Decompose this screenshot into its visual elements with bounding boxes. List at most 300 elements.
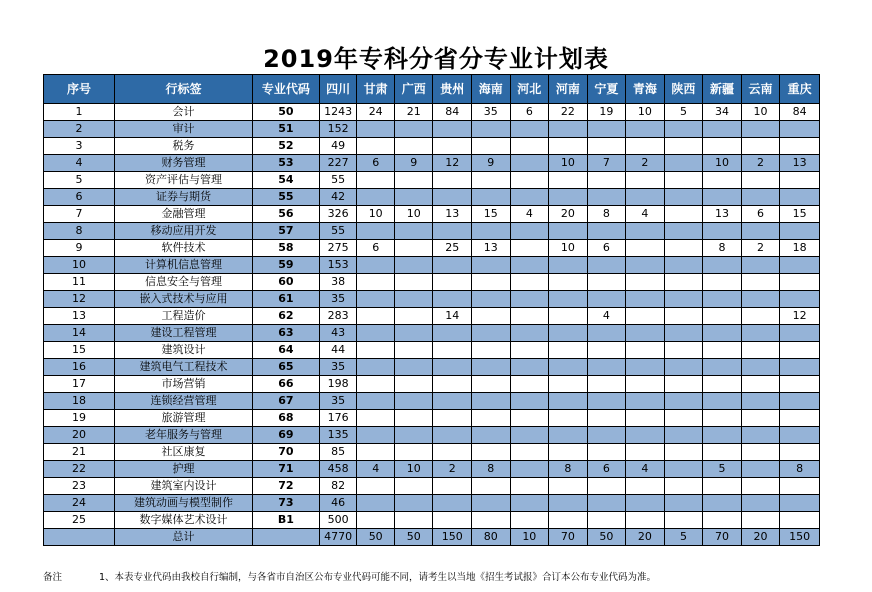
quota-cell: 12 xyxy=(780,308,820,325)
quota-cell xyxy=(510,478,549,495)
major-code-cell: 55 xyxy=(252,189,319,206)
column-header: 海南 xyxy=(472,75,511,104)
quota-cell xyxy=(549,495,588,512)
major-code-cell: 72 xyxy=(252,478,319,495)
quota-cell xyxy=(510,172,549,189)
quota-cell xyxy=(394,478,433,495)
quota-cell xyxy=(549,393,588,410)
quota-cell xyxy=(433,189,472,206)
quota-cell xyxy=(626,376,665,393)
quota-cell xyxy=(549,359,588,376)
major-name-cell: 移动应用开发 xyxy=(115,223,253,240)
quota-cell: 4 xyxy=(510,206,549,223)
table-row xyxy=(44,393,820,410)
quota-cell xyxy=(472,376,511,393)
quota-cell xyxy=(587,291,626,308)
quota-cell xyxy=(703,274,742,291)
quota-cell xyxy=(472,291,511,308)
quota-cell: 7 xyxy=(587,155,626,172)
table-row xyxy=(44,325,820,342)
quota-cell: 8 xyxy=(549,461,588,478)
quota-cell xyxy=(357,444,395,461)
quota-cell xyxy=(549,342,588,359)
quota-cell xyxy=(433,376,472,393)
quota-cell xyxy=(549,291,588,308)
table-row xyxy=(44,155,820,172)
quota-cell xyxy=(357,257,395,274)
quota-cell xyxy=(433,359,472,376)
row-index-cell: 20 xyxy=(44,427,115,444)
quota-cell xyxy=(703,189,742,206)
quota-cell: 458 xyxy=(319,461,357,478)
quota-cell xyxy=(587,223,626,240)
major-code-cell: 65 xyxy=(252,359,319,376)
total-cell: 150 xyxy=(433,529,472,546)
quota-cell: 20 xyxy=(549,206,588,223)
quota-cell xyxy=(510,376,549,393)
quota-cell xyxy=(510,342,549,359)
major-code-cell: 51 xyxy=(252,121,319,138)
quota-cell: 153 xyxy=(319,257,357,274)
quota-cell: 10 xyxy=(549,155,588,172)
major-code-cell: 67 xyxy=(252,393,319,410)
quota-cell xyxy=(472,359,511,376)
quota-cell: 8 xyxy=(472,461,511,478)
quota-cell xyxy=(394,376,433,393)
quota-cell xyxy=(549,376,588,393)
major-code-cell: 68 xyxy=(252,410,319,427)
quota-cell xyxy=(741,512,780,529)
quota-cell xyxy=(433,410,472,427)
quota-cell xyxy=(741,359,780,376)
quota-cell xyxy=(587,410,626,427)
row-index-cell: 5 xyxy=(44,172,115,189)
quota-cell xyxy=(664,240,703,257)
quota-cell xyxy=(587,172,626,189)
total-cell: 70 xyxy=(703,529,742,546)
quota-cell xyxy=(664,291,703,308)
major-name-cell: 金融管理 xyxy=(115,206,253,223)
quota-cell: 6 xyxy=(587,461,626,478)
quota-cell xyxy=(549,325,588,342)
major-code-cell: 64 xyxy=(252,342,319,359)
quota-cell xyxy=(587,274,626,291)
quota-cell xyxy=(357,291,395,308)
quota-cell xyxy=(664,342,703,359)
column-header: 河北 xyxy=(510,75,549,104)
quota-cell xyxy=(626,257,665,274)
quota-cell xyxy=(741,393,780,410)
quota-cell: 1243 xyxy=(319,104,357,121)
column-header: 新疆 xyxy=(703,75,742,104)
table-body xyxy=(44,104,820,546)
quota-cell: 35 xyxy=(319,359,357,376)
quota-cell: 21 xyxy=(394,104,433,121)
quota-cell: 8 xyxy=(703,240,742,257)
quota-cell: 135 xyxy=(319,427,357,444)
quota-cell: 4 xyxy=(357,461,395,478)
quota-cell xyxy=(510,274,549,291)
quota-cell xyxy=(357,189,395,206)
total-cell: 5 xyxy=(664,529,703,546)
quota-cell xyxy=(357,478,395,495)
quota-cell xyxy=(394,512,433,529)
quota-cell xyxy=(510,393,549,410)
row-index-cell: 25 xyxy=(44,512,115,529)
quota-cell xyxy=(394,495,433,512)
quota-cell xyxy=(741,478,780,495)
major-name-cell: 证券与期货 xyxy=(115,189,253,206)
quota-cell xyxy=(664,495,703,512)
quota-cell xyxy=(549,512,588,529)
quota-cell xyxy=(664,393,703,410)
quota-cell: 5 xyxy=(664,104,703,121)
quota-cell xyxy=(357,512,395,529)
quota-cell xyxy=(394,274,433,291)
major-code-cell: 57 xyxy=(252,223,319,240)
quota-cell xyxy=(703,121,742,138)
quota-cell xyxy=(703,172,742,189)
quota-cell xyxy=(780,189,820,206)
quota-cell xyxy=(433,342,472,359)
quota-cell: 8 xyxy=(587,206,626,223)
quota-cell xyxy=(664,189,703,206)
quota-cell xyxy=(664,274,703,291)
page-title: 2019年专科分省分专业计划表 xyxy=(263,45,609,73)
quota-cell: 6 xyxy=(357,155,395,172)
total-cell: 150 xyxy=(780,529,820,546)
table-row xyxy=(44,138,820,155)
quota-cell xyxy=(394,410,433,427)
table-row xyxy=(44,308,820,325)
column-header: 重庆 xyxy=(780,75,820,104)
quota-cell: 10 xyxy=(626,104,665,121)
major-name-cell: 计算机信息管理 xyxy=(115,257,253,274)
column-header: 贵州 xyxy=(433,75,472,104)
quota-cell xyxy=(703,410,742,427)
total-cell: 4770 xyxy=(319,529,357,546)
quota-cell xyxy=(780,325,820,342)
quota-cell xyxy=(664,325,703,342)
quota-cell xyxy=(741,461,780,478)
quota-cell xyxy=(664,376,703,393)
quota-cell xyxy=(741,172,780,189)
quota-cell xyxy=(472,512,511,529)
major-code-cell: 71 xyxy=(252,461,319,478)
quota-cell: 152 xyxy=(319,121,357,138)
quota-cell: 198 xyxy=(319,376,357,393)
row-index-cell: 8 xyxy=(44,223,115,240)
quota-cell xyxy=(587,427,626,444)
quota-cell: 6 xyxy=(510,104,549,121)
quota-cell xyxy=(357,495,395,512)
major-name-cell: 连锁经营管理 xyxy=(115,393,253,410)
quota-cell xyxy=(703,138,742,155)
quota-cell xyxy=(626,444,665,461)
table-row xyxy=(44,189,820,206)
major-name-cell: 财务管理 xyxy=(115,155,253,172)
quota-cell: 10 xyxy=(703,155,742,172)
quota-cell: 49 xyxy=(319,138,357,155)
quota-cell xyxy=(703,376,742,393)
total-cell: 70 xyxy=(549,529,588,546)
table-row xyxy=(44,121,820,138)
quota-cell xyxy=(472,393,511,410)
table-row xyxy=(44,206,820,223)
quota-cell xyxy=(587,342,626,359)
quota-cell xyxy=(587,189,626,206)
row-index-cell: 23 xyxy=(44,478,115,495)
quota-cell xyxy=(510,308,549,325)
quota-cell xyxy=(780,342,820,359)
quota-cell: 24 xyxy=(357,104,395,121)
major-name-cell: 审计 xyxy=(115,121,253,138)
total-cell: 50 xyxy=(394,529,433,546)
row-index-cell: 1 xyxy=(44,104,115,121)
quota-cell xyxy=(433,495,472,512)
quota-cell xyxy=(510,512,549,529)
quota-cell xyxy=(626,359,665,376)
quota-cell: 176 xyxy=(319,410,357,427)
quota-cell: 6 xyxy=(741,206,780,223)
quota-cell xyxy=(780,359,820,376)
quota-cell: 25 xyxy=(433,240,472,257)
quota-cell xyxy=(741,257,780,274)
quota-cell xyxy=(472,342,511,359)
quota-cell xyxy=(587,376,626,393)
quota-cell: 13 xyxy=(472,240,511,257)
table-row xyxy=(44,223,820,240)
quota-cell xyxy=(549,410,588,427)
quota-cell: 10 xyxy=(741,104,780,121)
quota-cell xyxy=(549,121,588,138)
quota-cell xyxy=(626,240,665,257)
quota-cell xyxy=(587,512,626,529)
quota-cell xyxy=(664,359,703,376)
row-index-cell: 18 xyxy=(44,393,115,410)
quota-cell: 55 xyxy=(319,172,357,189)
quota-cell xyxy=(741,410,780,427)
column-header: 云南 xyxy=(741,75,780,104)
quota-cell xyxy=(780,172,820,189)
quota-cell xyxy=(741,308,780,325)
column-header: 四川 xyxy=(319,75,357,104)
quota-cell xyxy=(357,223,395,240)
quota-cell xyxy=(433,325,472,342)
quota-cell xyxy=(664,512,703,529)
quota-cell xyxy=(703,308,742,325)
quota-cell xyxy=(780,410,820,427)
quota-cell xyxy=(510,291,549,308)
quota-cell: 283 xyxy=(319,308,357,325)
quota-cell xyxy=(472,274,511,291)
quota-cell xyxy=(780,478,820,495)
quota-cell xyxy=(780,291,820,308)
quota-cell xyxy=(510,325,549,342)
quota-cell xyxy=(626,121,665,138)
quota-cell: 22 xyxy=(549,104,588,121)
quota-cell xyxy=(472,410,511,427)
quota-cell: 12 xyxy=(433,155,472,172)
major-code-cell: 50 xyxy=(252,104,319,121)
quota-cell xyxy=(549,172,588,189)
quota-cell xyxy=(472,257,511,274)
quota-cell xyxy=(780,376,820,393)
row-index-cell: 3 xyxy=(44,138,115,155)
major-name-cell: 老年服务与管理 xyxy=(115,427,253,444)
quota-cell xyxy=(510,359,549,376)
major-name-cell: 建设工程管理 xyxy=(115,325,253,342)
quota-cell: 13 xyxy=(703,206,742,223)
quota-cell xyxy=(780,121,820,138)
table-row xyxy=(44,512,820,529)
quota-cell: 9 xyxy=(472,155,511,172)
quota-cell xyxy=(780,257,820,274)
quota-cell xyxy=(703,291,742,308)
table-row xyxy=(44,495,820,512)
quota-cell: 35 xyxy=(319,291,357,308)
quota-cell: 18 xyxy=(780,240,820,257)
major-name-cell: 会计 xyxy=(115,104,253,121)
quota-cell xyxy=(664,308,703,325)
quota-cell: 10 xyxy=(357,206,395,223)
quota-cell xyxy=(394,342,433,359)
quota-cell: 4 xyxy=(587,308,626,325)
table-row xyxy=(44,104,820,121)
quota-cell xyxy=(357,410,395,427)
plan-table xyxy=(43,74,820,546)
quota-cell xyxy=(703,325,742,342)
quota-cell xyxy=(433,121,472,138)
quota-cell xyxy=(472,172,511,189)
quota-cell xyxy=(472,444,511,461)
footnote-text: 1、本表专业代码由我校自行编制，与各省市自治区公布专业代码可能不同，请考生以当地《招生考试报》合订本公布专业代码为准。 xyxy=(99,572,657,583)
quota-cell xyxy=(587,138,626,155)
row-index-cell: 4 xyxy=(44,155,115,172)
row-index-cell: 2 xyxy=(44,121,115,138)
quota-cell xyxy=(587,478,626,495)
quota-cell xyxy=(703,495,742,512)
major-name-cell: 护理 xyxy=(115,461,253,478)
quota-cell xyxy=(357,359,395,376)
quota-cell xyxy=(664,172,703,189)
quota-cell xyxy=(664,206,703,223)
quota-cell xyxy=(510,495,549,512)
quota-cell xyxy=(780,393,820,410)
quota-cell xyxy=(741,189,780,206)
quota-cell xyxy=(780,512,820,529)
major-name-cell: 软件技术 xyxy=(115,240,253,257)
quota-cell xyxy=(433,223,472,240)
total-cell: 80 xyxy=(472,529,511,546)
quota-cell: 13 xyxy=(433,206,472,223)
quota-cell: 85 xyxy=(319,444,357,461)
column-header: 河南 xyxy=(549,75,588,104)
column-header: 专业代码 xyxy=(252,75,319,104)
major-name-cell: 建筑电气工程技术 xyxy=(115,359,253,376)
quota-cell xyxy=(357,376,395,393)
quota-cell xyxy=(780,444,820,461)
total-cell: 20 xyxy=(741,529,780,546)
quota-cell xyxy=(741,427,780,444)
column-header: 陕西 xyxy=(664,75,703,104)
quota-cell xyxy=(510,138,549,155)
quota-cell: 84 xyxy=(433,104,472,121)
quota-cell xyxy=(472,325,511,342)
major-name-cell: 数字媒体艺术设计 xyxy=(115,512,253,529)
quota-cell: 19 xyxy=(587,104,626,121)
row-index-cell: 11 xyxy=(44,274,115,291)
quota-cell xyxy=(780,427,820,444)
quota-cell xyxy=(703,342,742,359)
quota-cell xyxy=(549,189,588,206)
quota-cell xyxy=(549,308,588,325)
major-code-cell: 52 xyxy=(252,138,319,155)
major-code-cell: 53 xyxy=(252,155,319,172)
quota-cell xyxy=(394,223,433,240)
quota-cell: 227 xyxy=(319,155,357,172)
quota-cell xyxy=(357,308,395,325)
quota-cell xyxy=(394,444,433,461)
quota-cell xyxy=(664,461,703,478)
quota-cell: 6 xyxy=(357,240,395,257)
quota-cell xyxy=(357,342,395,359)
column-header: 宁夏 xyxy=(587,75,626,104)
quota-cell xyxy=(703,393,742,410)
quota-cell xyxy=(549,478,588,495)
quota-cell xyxy=(741,274,780,291)
quota-cell: 35 xyxy=(472,104,511,121)
major-code-cell: 73 xyxy=(252,495,319,512)
quota-cell: 13 xyxy=(780,155,820,172)
row-index-cell: 19 xyxy=(44,410,115,427)
major-code-cell: 54 xyxy=(252,172,319,189)
quota-cell xyxy=(510,121,549,138)
row-index-cell: 24 xyxy=(44,495,115,512)
quota-cell xyxy=(780,274,820,291)
quota-cell xyxy=(664,410,703,427)
quota-cell: 326 xyxy=(319,206,357,223)
quota-cell xyxy=(587,359,626,376)
quota-cell xyxy=(394,189,433,206)
table-row xyxy=(44,257,820,274)
quota-cell: 500 xyxy=(319,512,357,529)
quota-cell xyxy=(664,155,703,172)
quota-cell: 43 xyxy=(319,325,357,342)
quota-cell xyxy=(433,291,472,308)
row-index-cell: 21 xyxy=(44,444,115,461)
quota-cell xyxy=(357,172,395,189)
table-row xyxy=(44,444,820,461)
quota-cell xyxy=(433,172,472,189)
quota-cell xyxy=(626,410,665,427)
table-row xyxy=(44,410,820,427)
quota-cell xyxy=(394,308,433,325)
major-name-cell: 市场营销 xyxy=(115,376,253,393)
quota-cell xyxy=(472,478,511,495)
quota-cell xyxy=(510,410,549,427)
major-code-cell: 66 xyxy=(252,376,319,393)
major-name-cell: 信息安全与管理 xyxy=(115,274,253,291)
table-row xyxy=(44,274,820,291)
quota-cell xyxy=(357,138,395,155)
table-row xyxy=(44,359,820,376)
quota-cell: 14 xyxy=(433,308,472,325)
quota-cell xyxy=(703,257,742,274)
quota-cell xyxy=(394,240,433,257)
quota-cell xyxy=(510,257,549,274)
quota-cell xyxy=(472,138,511,155)
